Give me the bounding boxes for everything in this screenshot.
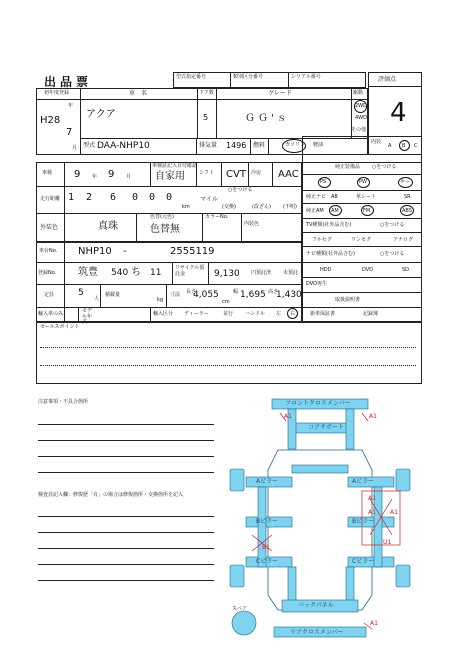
mileage-label: 走行距離 <box>40 196 61 202</box>
serial-number-label: シリアル番号 <box>291 74 321 80</box>
inspection-year-suffix: 年 <box>92 174 98 180</box>
size-unit: cm <box>222 299 230 305</box>
mileage-digit: 2 <box>86 192 93 203</box>
equipment-frame <box>302 136 422 322</box>
navi-type-note: ○をつける <box>380 251 405 257</box>
recycle-label: リサイクル預託金 <box>175 265 205 277</box>
category-number-label: 類別区分番号 <box>233 74 264 80</box>
std-equipment-label: 純正装備品 <box>335 164 361 170</box>
mileage-digit: 0 <box>132 192 139 203</box>
import-parallel: 並行 <box>223 311 234 317</box>
inspection-date-note: 車検証記入日付確認 <box>152 163 198 169</box>
width-value: 1,695 <box>240 290 266 300</box>
displacement-label: 排気量 <box>199 142 218 149</box>
reg-number: 11 <box>150 268 162 278</box>
record-book-label: 記録簿 <box>363 311 379 317</box>
displacement-value: 1496 <box>226 141 247 150</box>
reg-kana: ち <box>131 267 141 278</box>
model-label: 型式 <box>83 142 96 149</box>
grade-label: 評価点 <box>378 76 397 83</box>
import-kind: ディーラー <box>184 311 209 317</box>
inspection-month: 9 <box>108 169 115 180</box>
chassis-prefix: NHP10 <box>78 246 112 257</box>
first-reg-era: H28 <box>40 115 61 126</box>
interior-grade-c: C <box>414 143 418 149</box>
handle-label: ハンドル <box>245 311 266 317</box>
model-year-label: モデル年式 <box>82 308 93 325</box>
mileage-tamper: (改ざん) <box>252 204 271 210</box>
dvd-playback-label: DVD再生 <box>306 281 328 287</box>
first-reg-month: 7 <box>66 127 73 138</box>
color-value: 真珠 <box>98 221 118 232</box>
sales-point-label: セールスポイント <box>40 324 80 330</box>
tv-analog: アナログ <box>393 237 414 243</box>
damage-mark: U1 <box>383 539 392 546</box>
equip-ab: AB <box>331 194 338 200</box>
chassis-number: 2555119 <box>170 246 215 257</box>
shift-value: CVT <box>226 169 246 180</box>
width-label: 幅 <box>233 289 239 295</box>
import-label: 輸入車のみ <box>38 311 64 317</box>
model-value: DAA-NHP10 <box>97 141 150 151</box>
mileage-digit: 1 <box>68 192 75 203</box>
fuel-label: 燃料 <box>253 142 266 149</box>
ac-label: 冷房 <box>251 170 262 176</box>
navi-sd: SD <box>402 267 410 273</box>
inspection-month-suffix: 月 <box>126 174 132 180</box>
back-panel-label: バックパネル <box>298 602 334 609</box>
mileage-digit: 0 <box>149 192 156 203</box>
a-pillar-left-label: Aピラー <box>256 478 279 485</box>
mileage-circle-note: ○をつける <box>228 187 253 193</box>
reg-label: 登録No. <box>38 270 57 276</box>
equip-am: AM <box>331 208 339 214</box>
mileage-exchange: (交換) <box>222 204 236 210</box>
loading-label: 積載量 <box>105 292 121 298</box>
damage-overlay <box>222 395 418 645</box>
manual-label: 取扱説明書 <box>335 297 361 303</box>
plate-frame <box>36 242 302 322</box>
damage-line-front <box>280 413 368 421</box>
form-title: 出品票 <box>44 75 93 89</box>
height-value: 1,430 <box>276 290 302 300</box>
interior-grade-b: B <box>402 143 406 149</box>
a-pillar-right-label: Aピラー <box>352 478 375 485</box>
equip-sr: SR <box>404 194 411 200</box>
tv-fullseg: フルセグ <box>312 237 332 243</box>
fuel-diesel: 軽油 <box>313 142 324 148</box>
damage-mark: A1 <box>368 509 376 516</box>
damage-mark: A1 <box>370 620 378 627</box>
drive-label: 駆動 <box>353 90 364 96</box>
equip-leather: 革シート <box>356 194 377 200</box>
equip-ps: PS <box>320 179 327 185</box>
drive-other: その他 <box>351 127 367 133</box>
car-name-label: 車名 <box>129 90 154 97</box>
c-pillar-right-label: Cピラー <box>352 558 375 565</box>
length-value: 4,055 <box>193 290 219 300</box>
std-audio-label: 純正AM <box>306 208 324 214</box>
chassis-label: 車台No. <box>39 248 58 254</box>
mileage-unit: km <box>182 204 190 210</box>
rear-cross-label: リアクロスメンバー <box>290 629 344 636</box>
mileage-digit: 6 <box>110 192 117 203</box>
shift-label: シフト <box>199 170 215 176</box>
interior-grade-a: A <box>388 143 392 149</box>
first-reg-label: 初年度登録 <box>44 90 70 96</box>
import-kind-label: 輸入区分 <box>153 311 174 317</box>
equip-pw: PW <box>359 179 367 185</box>
damage-area-right <box>362 491 400 545</box>
chassis-dash: - <box>123 246 127 257</box>
handle-left: 左 <box>276 311 282 317</box>
interior-grade-label: 内装 <box>371 139 382 145</box>
navi-hdd: HDD <box>320 267 332 273</box>
tv-oneseg: ワンセグ <box>351 237 372 243</box>
equip-abs: ABS <box>402 208 412 214</box>
recycle-unpaid: 未預託 <box>283 270 299 276</box>
sales-point-box <box>36 322 422 384</box>
capacity-unit: 人 <box>94 296 100 302</box>
type-designation-label: 型式指定番号 <box>176 74 207 80</box>
recycle-fee: 9,130 <box>214 269 240 279</box>
equip-fm: FM <box>363 208 371 214</box>
front-cross-label: フロントクロスメンバー <box>285 400 351 407</box>
damage-mark: B1 <box>262 544 270 551</box>
capacity-label: 定員 <box>44 292 55 298</box>
doors-value: 5 <box>203 113 209 122</box>
warranty-label: 新車保証書 <box>310 311 336 317</box>
mileage-digit: 0 <box>166 192 173 203</box>
capacity-value: 5 <box>78 288 84 298</box>
core-support-label: コアサポート <box>308 424 345 431</box>
std-navi-label: 純正ナビ <box>306 194 327 200</box>
grade-name-label: グレード <box>268 90 293 97</box>
handle-right: 右 <box>290 311 296 317</box>
color-label: 外装色 <box>40 224 59 231</box>
c-pillar-left-label: Cピラー <box>256 558 279 565</box>
navi-type-label: ナビ種類(社外品含む) <box>306 251 355 257</box>
car-name: アクア <box>86 109 116 120</box>
std-equipment-note: ○をつける <box>372 164 397 170</box>
mileage-unknown: (不明) <box>283 204 297 210</box>
recycle-unit: 円預託済 <box>251 270 272 276</box>
usage: 自家用 <box>155 171 185 182</box>
inspector-note: 検査員記入欄：修復歴「有」の場合は修復箇所・交換箇所を記入 <box>38 492 184 498</box>
inspection-label: 車検 <box>42 170 53 176</box>
color-change-label: 色替(元色) <box>150 214 174 220</box>
damage-line-rear <box>364 623 372 629</box>
color-change-value: 色替無 <box>150 224 180 235</box>
ac-value: AAC <box>278 169 299 180</box>
grade-value: 4 <box>390 98 407 128</box>
fuel-gasoline: ガソリン <box>285 142 306 148</box>
length-label: 長さ <box>186 289 197 295</box>
reg-area: 筑豊 <box>78 267 98 278</box>
b-pillar-right-label: Bピラー <box>352 518 375 525</box>
equip-key: キー <box>400 179 411 185</box>
doors-label: ドア数 <box>199 90 214 96</box>
reg-class: 540 <box>111 268 129 278</box>
navi-dvd: DVD <box>362 267 374 273</box>
tv-type-label: TV種類(社外品含む) <box>306 222 352 228</box>
damage-mark: A1 <box>369 413 377 420</box>
size-label: 寸法 <box>170 292 181 298</box>
drive-4wd: 4WD <box>355 115 367 121</box>
damage-mark: A1 <box>284 413 292 420</box>
drive-2wd: 2WD <box>355 103 367 109</box>
caution-label: 注意事項・不具合箇所 <box>38 399 89 405</box>
color-number-label: カラーNo. <box>205 214 229 220</box>
inspection-year: 9 <box>74 169 81 180</box>
spare-label: スペア <box>232 606 248 612</box>
loading-unit: kg <box>157 297 164 303</box>
damage-mark: A1 <box>368 495 376 502</box>
grade-name: ＧＧ'ｓ <box>245 113 290 124</box>
mile-label: マイル <box>200 196 218 203</box>
tv-type-note: ○をつける <box>380 222 405 228</box>
interior-color-label: 内装色 <box>244 221 260 227</box>
damage-area-left <box>252 535 272 551</box>
damage-mark: A1 <box>390 509 398 516</box>
height-label: 高さ <box>268 289 279 295</box>
year-suffix: 年 <box>68 103 74 109</box>
b-pillar-left-label: Bピラー <box>256 518 279 525</box>
month-suffix: 月 <box>72 145 78 151</box>
